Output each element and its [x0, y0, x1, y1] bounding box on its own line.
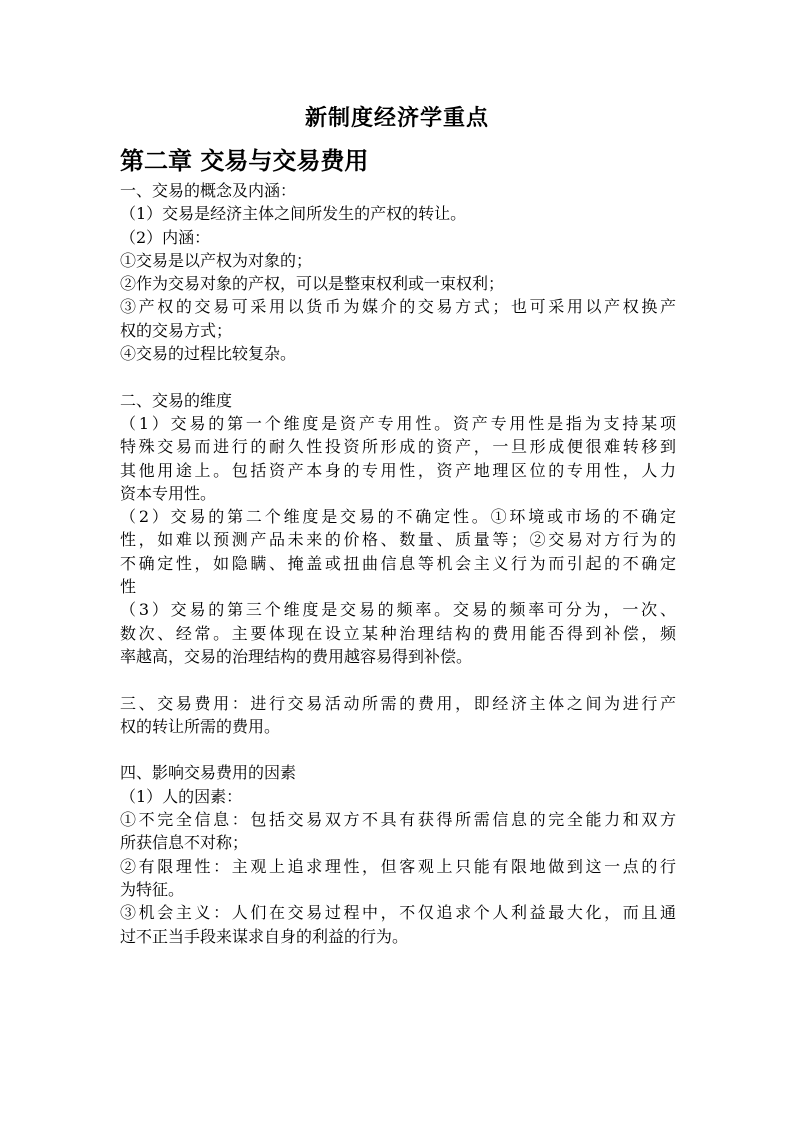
section-transaction-concept	[120, 179, 676, 365]
paragraph-line: 资本专用性。	[120, 483, 217, 503]
list-item: ④交易的过程比较复杂。	[120, 344, 297, 364]
section-heading: 一、交易的概念及内涵：	[120, 181, 297, 200]
paragraph-line: （1）交易是经济主体之间所发生的产权的转让。	[120, 204, 467, 224]
paragraph-line: 其他用途上。包括资产本身的专用性，资产地理区位的专用性，人力	[120, 460, 676, 480]
paragraph-line: （1）人的因素：	[120, 786, 243, 806]
section-heading: 二、交易的维度	[120, 390, 233, 410]
document-title: 新制度经济学重点	[304, 105, 489, 131]
paragraph-line: （3）交易的第三个维度是交易的频率。交易的频率可分为，一次、	[120, 600, 676, 620]
paragraph-line: （2）交易的第二个维度是交易的不确定性。①环境或市场的不确定	[120, 507, 676, 527]
paragraph-line: 性	[120, 577, 137, 597]
paragraph-line: 权的转让所需的费用。	[120, 716, 281, 736]
list-item-continuation: 权的交易方式；	[120, 320, 233, 340]
list-item: ③机会主义：人们在交易过程中，不仅追求个人利益最大化，而且通	[120, 903, 676, 923]
list-item: ②作为交易对象的产权，可以是整束权利或一束权利；	[120, 274, 505, 294]
list-item-continuation: 所获信息不对称；	[120, 833, 249, 853]
list-item-continuation: 过不正当手段来谋求自身的利益的行为。	[120, 926, 409, 946]
section-cost-factors	[120, 761, 676, 947]
list-item: ①交易是以产权为对象的；	[120, 250, 313, 270]
paragraph-line: （2）内涵：	[120, 227, 211, 247]
chapter-heading: 第二章 交易与交易费用	[120, 146, 369, 175]
section-transaction-cost	[120, 692, 676, 739]
document-body	[120, 179, 676, 948]
section-heading: 四、影响交易费用的因素	[120, 763, 297, 783]
list-item: ①不完全信息：包括交易双方不具有获得所需信息的完全能力和双方	[120, 810, 676, 830]
paragraph-line: 三、交易费用：进行交易活动所需的费用，即经济主体之间为进行产	[120, 693, 676, 713]
list-item: ②有限理性：主观上追求理性，但客观上只能有限地做到这一点的行	[120, 856, 676, 876]
paragraph-line: 率越高，交易的治理结构的费用越容易得到补偿。	[120, 646, 473, 666]
paragraph-line: （1）交易的第一个维度是资产专用性。资产专用性是指为支持某项	[120, 413, 676, 433]
paragraph-line: 特殊交易而进行的耐久性投资所形成的资产，一旦形成便很难转移到	[120, 437, 676, 457]
list-item-continuation: 为特征。	[120, 879, 185, 899]
blank-line	[120, 365, 676, 388]
paragraph-line: 不确定性，如隐瞒、掩盖或扭曲信息等机会主义行为而引起的不确定	[120, 553, 676, 573]
blank-line	[120, 668, 676, 691]
blank-line	[120, 738, 676, 761]
section-transaction-dimensions	[120, 389, 676, 669]
list-item: ③产权的交易可采用以货币为媒介的交易方式；也可采用以产权换产	[120, 297, 676, 317]
paragraph-line: 数次、经常。主要体现在设立某种治理结构的费用能否得到补偿，频	[120, 623, 676, 643]
paragraph-line: 性，如难以预测产品未来的价格、数量、质量等；②交易对方行为的	[120, 530, 676, 550]
